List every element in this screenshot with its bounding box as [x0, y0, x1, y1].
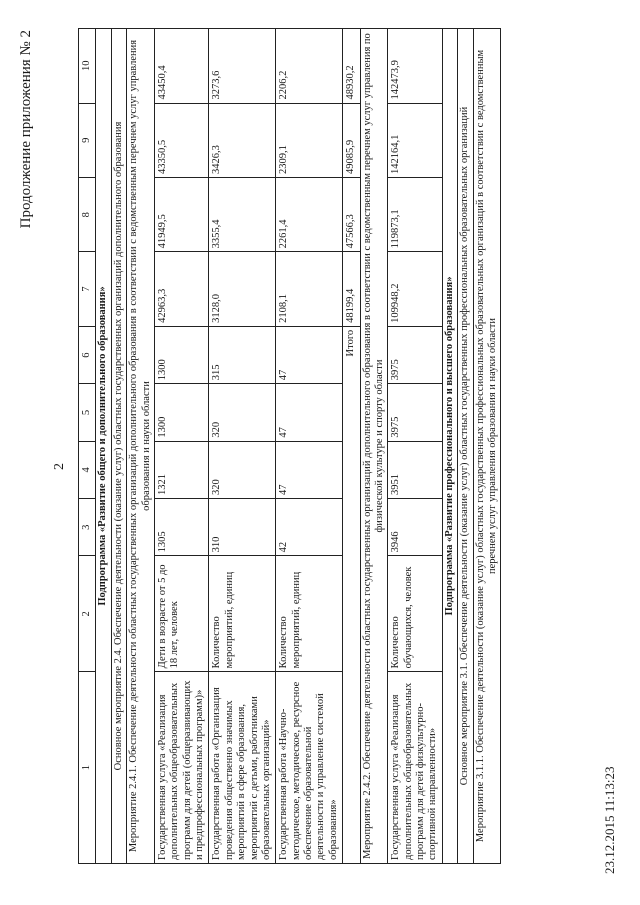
- value-cell: 43350,5: [154, 103, 209, 177]
- value-cell: 3951: [388, 441, 443, 498]
- value-cell: 320: [209, 384, 276, 441]
- print-timestamp: 23.12.2015 11:13:23: [602, 766, 617, 874]
- value-cell: 3273,6: [209, 29, 276, 104]
- total-row: [343, 29, 360, 864]
- value-cell: 1300: [154, 384, 209, 441]
- value-cell: 1300: [154, 326, 209, 383]
- total-cell: 49085,9: [343, 103, 360, 177]
- col-9: 9: [79, 103, 96, 177]
- subprogram-2-heading: Подпрограмма «Развитие общего и дополнительного образования»: [96, 29, 111, 864]
- value-cell: 1321: [154, 441, 209, 498]
- measure-3-1-1: Мероприятие 3.1.1. Обеспечение деятельности (оказание услуг) областных государственных профессиональных образовательных организаций в соответствии с ведомственным перечнем услуг управления образования и науки области: [473, 29, 501, 864]
- service-unit: Количество мероприятий, единиц: [276, 556, 343, 672]
- col-1: 1: [79, 672, 96, 864]
- table-row: [388, 29, 443, 864]
- col-10: 10: [79, 29, 96, 104]
- col-2: 2: [79, 556, 96, 672]
- value-cell: 142473,9: [388, 29, 443, 104]
- value-cell: 47: [276, 384, 343, 441]
- value-cell: 1305: [154, 499, 209, 556]
- service-name: Государственная работа «Научно-методическое, методическое, ресурсное обеспечение образовательной деятельности и управление системой образования»: [276, 672, 343, 864]
- service-unit: Дети в возрасте от 5 до 18 лет, человек: [154, 556, 209, 672]
- total-cell: 48930,2: [343, 29, 360, 104]
- total-cell: 48199,4: [343, 252, 360, 326]
- table-row: [209, 29, 276, 864]
- page-number: 2: [52, 463, 67, 470]
- measure-2-4-1: Мероприятие 2.4.1. Обеспечение деятельности областных государственных организаций дополнительного образования в соответствии с ведомственным перечнем услуг управления образования и науки области: [127, 29, 155, 864]
- value-cell: 42963,3: [154, 252, 209, 326]
- rotated-page: [10, 20, 630, 880]
- col-8: 8: [79, 177, 96, 251]
- value-cell: 320: [209, 441, 276, 498]
- table-row: [154, 29, 209, 864]
- measure-2-4: Основное мероприятие 2.4. Обеспечение деятельности (оказание услуг) областных государственных организаций дополнительного образования: [111, 29, 126, 864]
- service-name: Государственная работа «Организация проведения общественно значимых мероприятий в сфере образования, мероприятий с детьми, работниками образовательных организаций»: [209, 672, 276, 864]
- value-cell: 2309,1: [276, 103, 343, 177]
- col-5: 5: [79, 384, 96, 441]
- value-cell: 42: [276, 499, 343, 556]
- value-cell: 109948,2: [388, 252, 443, 326]
- value-cell: 310: [209, 499, 276, 556]
- measure-3-1: Основное мероприятие 3.1. Обеспечение деятельности (оказание услуг) областных государственных профессиональных образовательных организаций: [458, 29, 473, 864]
- col-3: 3: [79, 499, 96, 556]
- value-cell: 2206,2: [276, 29, 343, 104]
- value-cell: 47: [276, 326, 343, 383]
- value-cell: 3975: [388, 326, 443, 383]
- value-cell: 3946: [388, 499, 443, 556]
- value-cell: 119873,1: [388, 177, 443, 251]
- col-7: 7: [79, 252, 96, 326]
- value-cell: 315: [209, 326, 276, 383]
- total-cell: 47566,3: [343, 177, 360, 251]
- service-unit: Количество мероприятий, единиц: [209, 556, 276, 672]
- table-row: [276, 29, 343, 864]
- service-unit: Количество обучающихся, человек: [388, 556, 443, 672]
- appendix-heading: Продолжение приложения № 2: [18, 30, 34, 229]
- measure-2-4-2: Мероприятие 2.4.2. Обеспечение деятельности областных государственных организаций дополнительного образования в соответствии с ведомственным перечнем услуг управления по физической культуре и спорту области: [360, 29, 388, 864]
- column-number-row: [79, 29, 96, 864]
- value-cell: 142164,1: [388, 103, 443, 177]
- subprogram-3-heading: Подпрограмма «Развитие профессионального и высшего образования»: [442, 29, 457, 864]
- col-4: 4: [79, 441, 96, 498]
- value-cell: 47: [276, 441, 343, 498]
- value-cell: 3426,3: [209, 103, 276, 177]
- value-cell: 2261,4: [276, 177, 343, 251]
- budget-table: [78, 28, 501, 864]
- service-name: Государственная услуга «Реализация дополнительных общеобразовательных программ для детей (общеразвивающих и предпрофессиональных программ)»: [154, 672, 209, 864]
- value-cell: 43450,4: [154, 29, 209, 104]
- value-cell: 2108,1: [276, 252, 343, 326]
- value-cell: 41949,5: [154, 177, 209, 251]
- total-label: Итого: [343, 326, 360, 863]
- value-cell: 3128,0: [209, 252, 276, 326]
- col-6: 6: [79, 326, 96, 383]
- value-cell: 3355,4: [209, 177, 276, 251]
- value-cell: 3975: [388, 384, 443, 441]
- service-name: Государственная услуга «Реализация дополнительных общеобразовательных программ для детей физкультурно-спортивной направленности»: [388, 672, 443, 864]
